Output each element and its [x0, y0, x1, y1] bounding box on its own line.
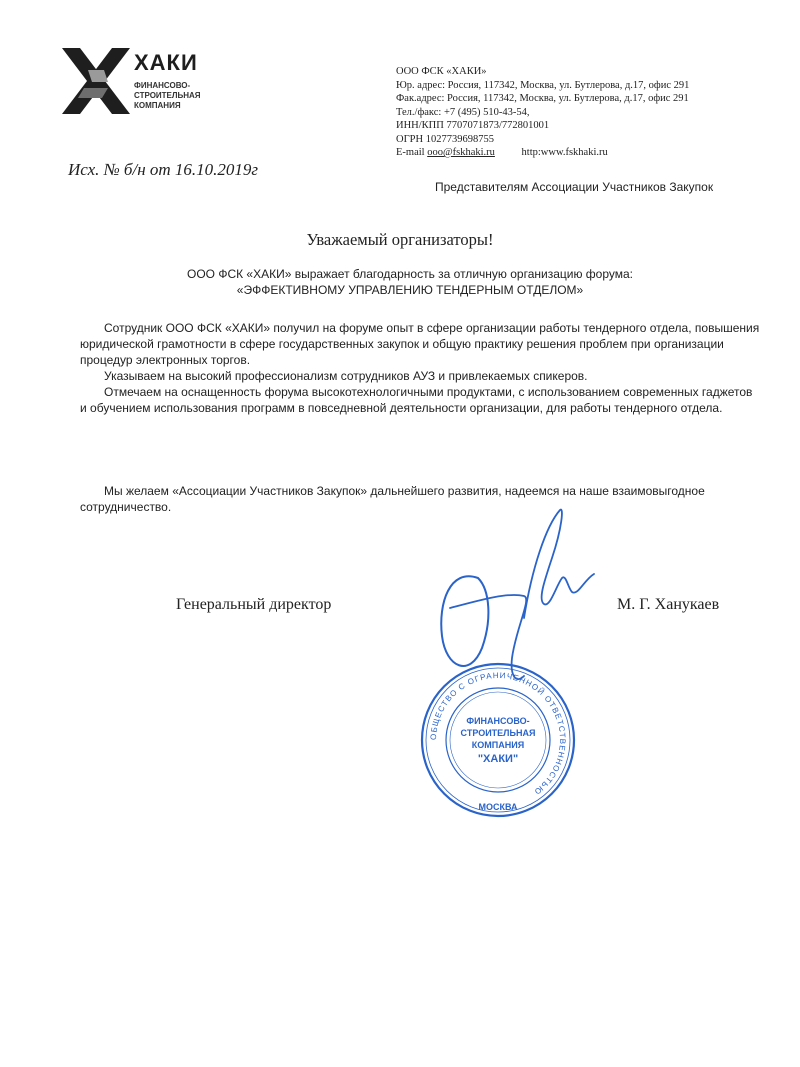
intro-line: ООО ФСК «ХАКИ» выражает благодарность за отличную организацию форума:: [186, 267, 633, 281]
email-label: E-mail: [396, 147, 425, 158]
closing-paragraph: Мы желаем «Ассоциации Участников Закупок» дальнейшего развития, надеемся на наше взаимовыгодное сотрудничество.: [80, 484, 705, 514]
requisites-legal-address: Юр. адрес: Россия, 117342, Москва, ул. Бутлерова, д.17, офис 291: [396, 79, 690, 91]
requisites-ogrn: ОГРН 1027739698755: [396, 133, 494, 145]
company-logo: [62, 48, 232, 118]
logo-subtitle-line: ФИНАНСОВО-: [134, 81, 191, 90]
intro: [60, 266, 760, 298]
requisites-actual-address: Фак.адрес: Россия, 117342, Москва, ул. Бутлерова, д.17, офис 291: [396, 93, 689, 104]
seal-ring-text: ОБЩЕСТВО С ОГРАНИЧЕННОЙ ОТВЕТСТВЕННОСТЬЮ: [428, 670, 568, 797]
greeting: Уважаемый организаторы!: [306, 230, 494, 249]
signer-position: Генеральный директор: [176, 596, 332, 613]
outgoing-reference: Исх. № б/н от 16.10.2019г: [68, 160, 259, 179]
requisites-inn: ИНН/КПП 7707071873/772801001: [396, 120, 550, 131]
requisites-contacts: [396, 146, 689, 160]
forum-title: «ЭФФЕКТИВНОМУ УПРАВЛЕНИЮ ТЕНДЕРНЫМ ОТДЕЛОМ»: [236, 283, 584, 297]
email-link[interactable]: ooo@fskhaki.ru: [427, 147, 495, 158]
seal-line: ФИНАНСОВО-: [466, 716, 530, 726]
seal-line: КОМПАНИЯ: [471, 740, 525, 750]
addressee: Представителям Ассоциации Участников Закупок: [435, 180, 714, 194]
body-paragraph: Отмечаем на оснащенность форума высокотехнологичными продуктами, с использованием современных гаджетов и обучением использования программ в повседневной деятельности организации, для работы тендерного отдела.: [80, 385, 753, 415]
logo-subtitle-line: КОМПАНИЯ: [134, 101, 181, 110]
body-paragraph: Указываем на высокий профессионализм сотрудников АУЗ и привлекаемых спикеров.: [104, 369, 588, 383]
website-link[interactable]: http:www.fskhaki.ru: [521, 147, 608, 158]
signer-name: М. Г. Ханукаев: [617, 596, 720, 613]
company-requisites: [396, 65, 689, 160]
logo-subtitle-line: СТРОИТЕЛЬНАЯ: [134, 91, 201, 100]
requisites-phone: Тел./факс: +7 (495) 510-43-54,: [396, 106, 530, 118]
seal-company: "ХАКИ": [477, 753, 519, 765]
seal-line: СТРОИТЕЛЬНАЯ: [460, 728, 536, 738]
company-seal-icon: [418, 660, 578, 820]
requisites-company: ООО ФСК «ХАКИ»: [396, 66, 487, 77]
body-paragraph: Сотрудник ООО ФСК «ХАКИ» получил на форуме опыт в сфере организации работы тендерного отдела, повышения юридической грамотности в сфере государственных закупок и общую практику решения проблем при организации процедур электронных торгов.: [80, 321, 760, 367]
logo-name: ХАКИ: [134, 50, 198, 75]
logo-x-mark-icon: [62, 48, 130, 114]
seal-city: МОСКВА: [478, 802, 518, 812]
letter-body: [80, 320, 760, 416]
logo-subtitle: [134, 81, 234, 111]
